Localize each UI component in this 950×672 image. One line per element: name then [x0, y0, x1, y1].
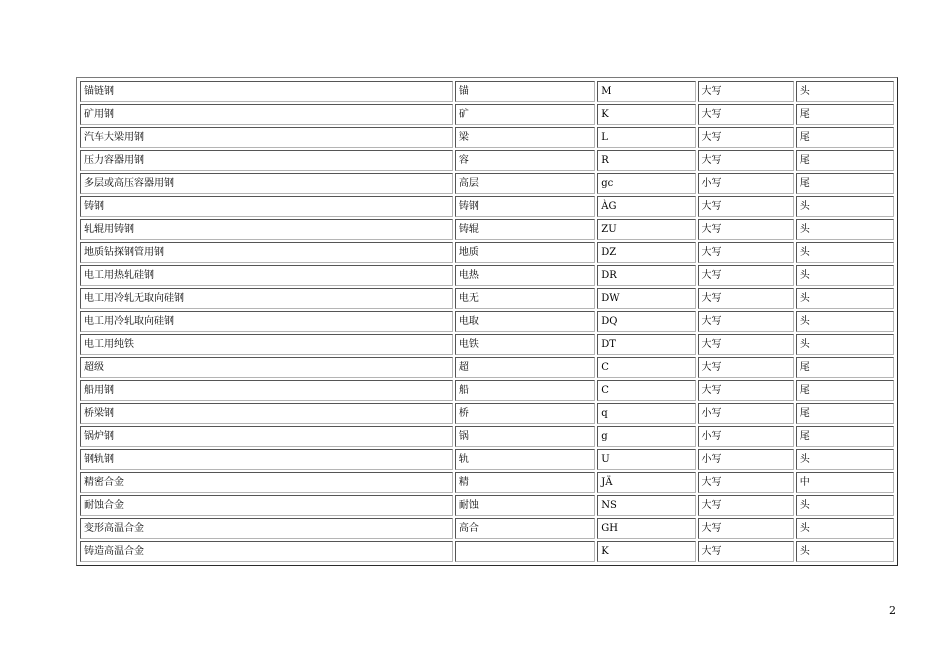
table-row — [80, 104, 894, 125]
table-row — [80, 541, 894, 562]
table-row — [80, 495, 894, 516]
position-cell: 头 — [796, 541, 894, 562]
case-cell: 大写 — [698, 265, 794, 286]
symbol-cell: GH — [597, 518, 695, 539]
chinese-char-cell: 电无 — [455, 288, 595, 309]
steel-name-cell: 变形高温合金 — [80, 518, 453, 539]
table-row — [80, 81, 894, 102]
position-cell: 头 — [796, 449, 894, 470]
chinese-char-cell: 精 — [455, 472, 595, 493]
steel-name-cell: 轧辊用铸钢 — [80, 219, 453, 240]
table-row — [80, 173, 894, 194]
symbol-cell: g — [597, 426, 695, 447]
position-cell: 头 — [796, 81, 894, 102]
position-cell: 尾 — [796, 426, 894, 447]
symbol-cell: M — [597, 81, 695, 102]
steel-name-cell: 矿用钢 — [80, 104, 453, 125]
table-row — [80, 311, 894, 332]
chinese-char-cell: 超 — [455, 357, 595, 378]
steel-name-cell: 桥梁钢 — [80, 403, 453, 424]
table-row — [80, 426, 894, 447]
symbol-cell: DW — [597, 288, 695, 309]
chinese-char-cell: 桥 — [455, 403, 595, 424]
case-cell: 小写 — [698, 173, 794, 194]
table-row — [80, 334, 894, 355]
symbol-cell: JÄ — [597, 472, 695, 493]
case-cell: 大写 — [698, 104, 794, 125]
table-row — [80, 288, 894, 309]
position-cell: 尾 — [796, 357, 894, 378]
case-cell: 大写 — [698, 357, 794, 378]
position-cell: 中 — [796, 472, 894, 493]
case-cell: 大写 — [698, 150, 794, 171]
case-cell: 大写 — [698, 127, 794, 148]
case-cell: 大写 — [698, 288, 794, 309]
chinese-char-cell: 电铁 — [455, 334, 595, 355]
chinese-char-cell: 高合 — [455, 518, 595, 539]
case-cell: 大写 — [698, 472, 794, 493]
steel-name-cell: 铸钢 — [80, 196, 453, 217]
symbol-cell: U — [597, 449, 695, 470]
steel-name-cell: 精密合金 — [80, 472, 453, 493]
case-cell: 大写 — [698, 541, 794, 562]
position-cell: 头 — [796, 242, 894, 263]
chinese-char-cell: 船 — [455, 380, 595, 401]
case-cell: 大写 — [698, 242, 794, 263]
case-cell: 小写 — [698, 449, 794, 470]
position-cell: 尾 — [796, 127, 894, 148]
steel-name-cell: 电工用冷轧无取向硅钢 — [80, 288, 453, 309]
position-cell: 头 — [796, 495, 894, 516]
steel-name-cell: 超级 — [80, 357, 453, 378]
steel-code-table — [76, 77, 898, 566]
chinese-char-cell: 铸钢 — [455, 196, 595, 217]
chinese-char-cell: 铸辊 — [455, 219, 595, 240]
case-cell: 大写 — [698, 334, 794, 355]
steel-name-cell: 压力容器用钢 — [80, 150, 453, 171]
table-row — [80, 472, 894, 493]
table-row — [80, 518, 894, 539]
chinese-char-cell: 电取 — [455, 311, 595, 332]
case-cell: 大写 — [698, 311, 794, 332]
table-row — [80, 265, 894, 286]
symbol-cell: q — [597, 403, 695, 424]
symbol-cell: DQ — [597, 311, 695, 332]
chinese-char-cell: 锅 — [455, 426, 595, 447]
position-cell: 头 — [796, 334, 894, 355]
table-row — [80, 242, 894, 263]
position-cell: 头 — [796, 219, 894, 240]
chinese-char-cell: 容 — [455, 150, 595, 171]
symbol-cell: DZ — [597, 242, 695, 263]
symbol-cell: C — [597, 380, 695, 401]
steel-name-cell: 锚链钢 — [80, 81, 453, 102]
table-row — [80, 196, 894, 217]
position-cell: 头 — [796, 265, 894, 286]
position-cell: 头 — [796, 196, 894, 217]
case-cell: 大写 — [698, 81, 794, 102]
steel-name-cell: 电工用冷轧取向硅钢 — [80, 311, 453, 332]
chinese-char-cell — [455, 541, 595, 562]
case-cell: 大写 — [698, 518, 794, 539]
steel-name-cell: 多层或高压容器用钢 — [80, 173, 453, 194]
steel-name-cell: 锅炉钢 — [80, 426, 453, 447]
symbol-cell: L — [597, 127, 695, 148]
page-number: 2 — [889, 604, 896, 617]
steel-name-cell: 铸造高温合金 — [80, 541, 453, 562]
table-row — [80, 449, 894, 470]
table-row — [80, 357, 894, 378]
case-cell: 大写 — [698, 380, 794, 401]
steel-name-cell: 地质钻探钢管用钢 — [80, 242, 453, 263]
case-cell: 大写 — [698, 196, 794, 217]
steel-code-grid — [78, 79, 896, 564]
position-cell: 尾 — [796, 380, 894, 401]
chinese-char-cell: 矿 — [455, 104, 595, 125]
steel-name-cell: 电工用纯铁 — [80, 334, 453, 355]
chinese-char-cell: 地质 — [455, 242, 595, 263]
symbol-cell: R — [597, 150, 695, 171]
table-row — [80, 219, 894, 240]
symbol-cell: K — [597, 104, 695, 125]
chinese-char-cell: 梁 — [455, 127, 595, 148]
symbol-cell: C — [597, 357, 695, 378]
steel-name-cell: 钢轨钢 — [80, 449, 453, 470]
position-cell: 头 — [796, 518, 894, 539]
symbol-cell: DT — [597, 334, 695, 355]
position-cell: 尾 — [796, 173, 894, 194]
symbol-cell: ÀG — [597, 196, 695, 217]
table-body — [80, 81, 894, 562]
chinese-char-cell: 轨 — [455, 449, 595, 470]
steel-name-cell: 电工用热轧硅钢 — [80, 265, 453, 286]
case-cell: 小写 — [698, 426, 794, 447]
chinese-char-cell: 高层 — [455, 173, 595, 194]
steel-name-cell: 船用钢 — [80, 380, 453, 401]
steel-name-cell: 汽车大梁用钢 — [80, 127, 453, 148]
symbol-cell: K — [597, 541, 695, 562]
symbol-cell: gc — [597, 173, 695, 194]
table-row — [80, 403, 894, 424]
position-cell: 尾 — [796, 150, 894, 171]
table-row — [80, 380, 894, 401]
steel-name-cell: 耐蚀合金 — [80, 495, 453, 516]
case-cell: 小写 — [698, 403, 794, 424]
symbol-cell: DR — [597, 265, 695, 286]
position-cell: 头 — [796, 288, 894, 309]
position-cell: 尾 — [796, 104, 894, 125]
case-cell: 大写 — [698, 219, 794, 240]
chinese-char-cell: 电热 — [455, 265, 595, 286]
chinese-char-cell: 锚 — [455, 81, 595, 102]
symbol-cell: ZU — [597, 219, 695, 240]
case-cell: 大写 — [698, 495, 794, 516]
position-cell: 尾 — [796, 403, 894, 424]
table-row — [80, 127, 894, 148]
chinese-char-cell: 耐蚀 — [455, 495, 595, 516]
symbol-cell: NS — [597, 495, 695, 516]
table-row — [80, 150, 894, 171]
position-cell: 头 — [796, 311, 894, 332]
